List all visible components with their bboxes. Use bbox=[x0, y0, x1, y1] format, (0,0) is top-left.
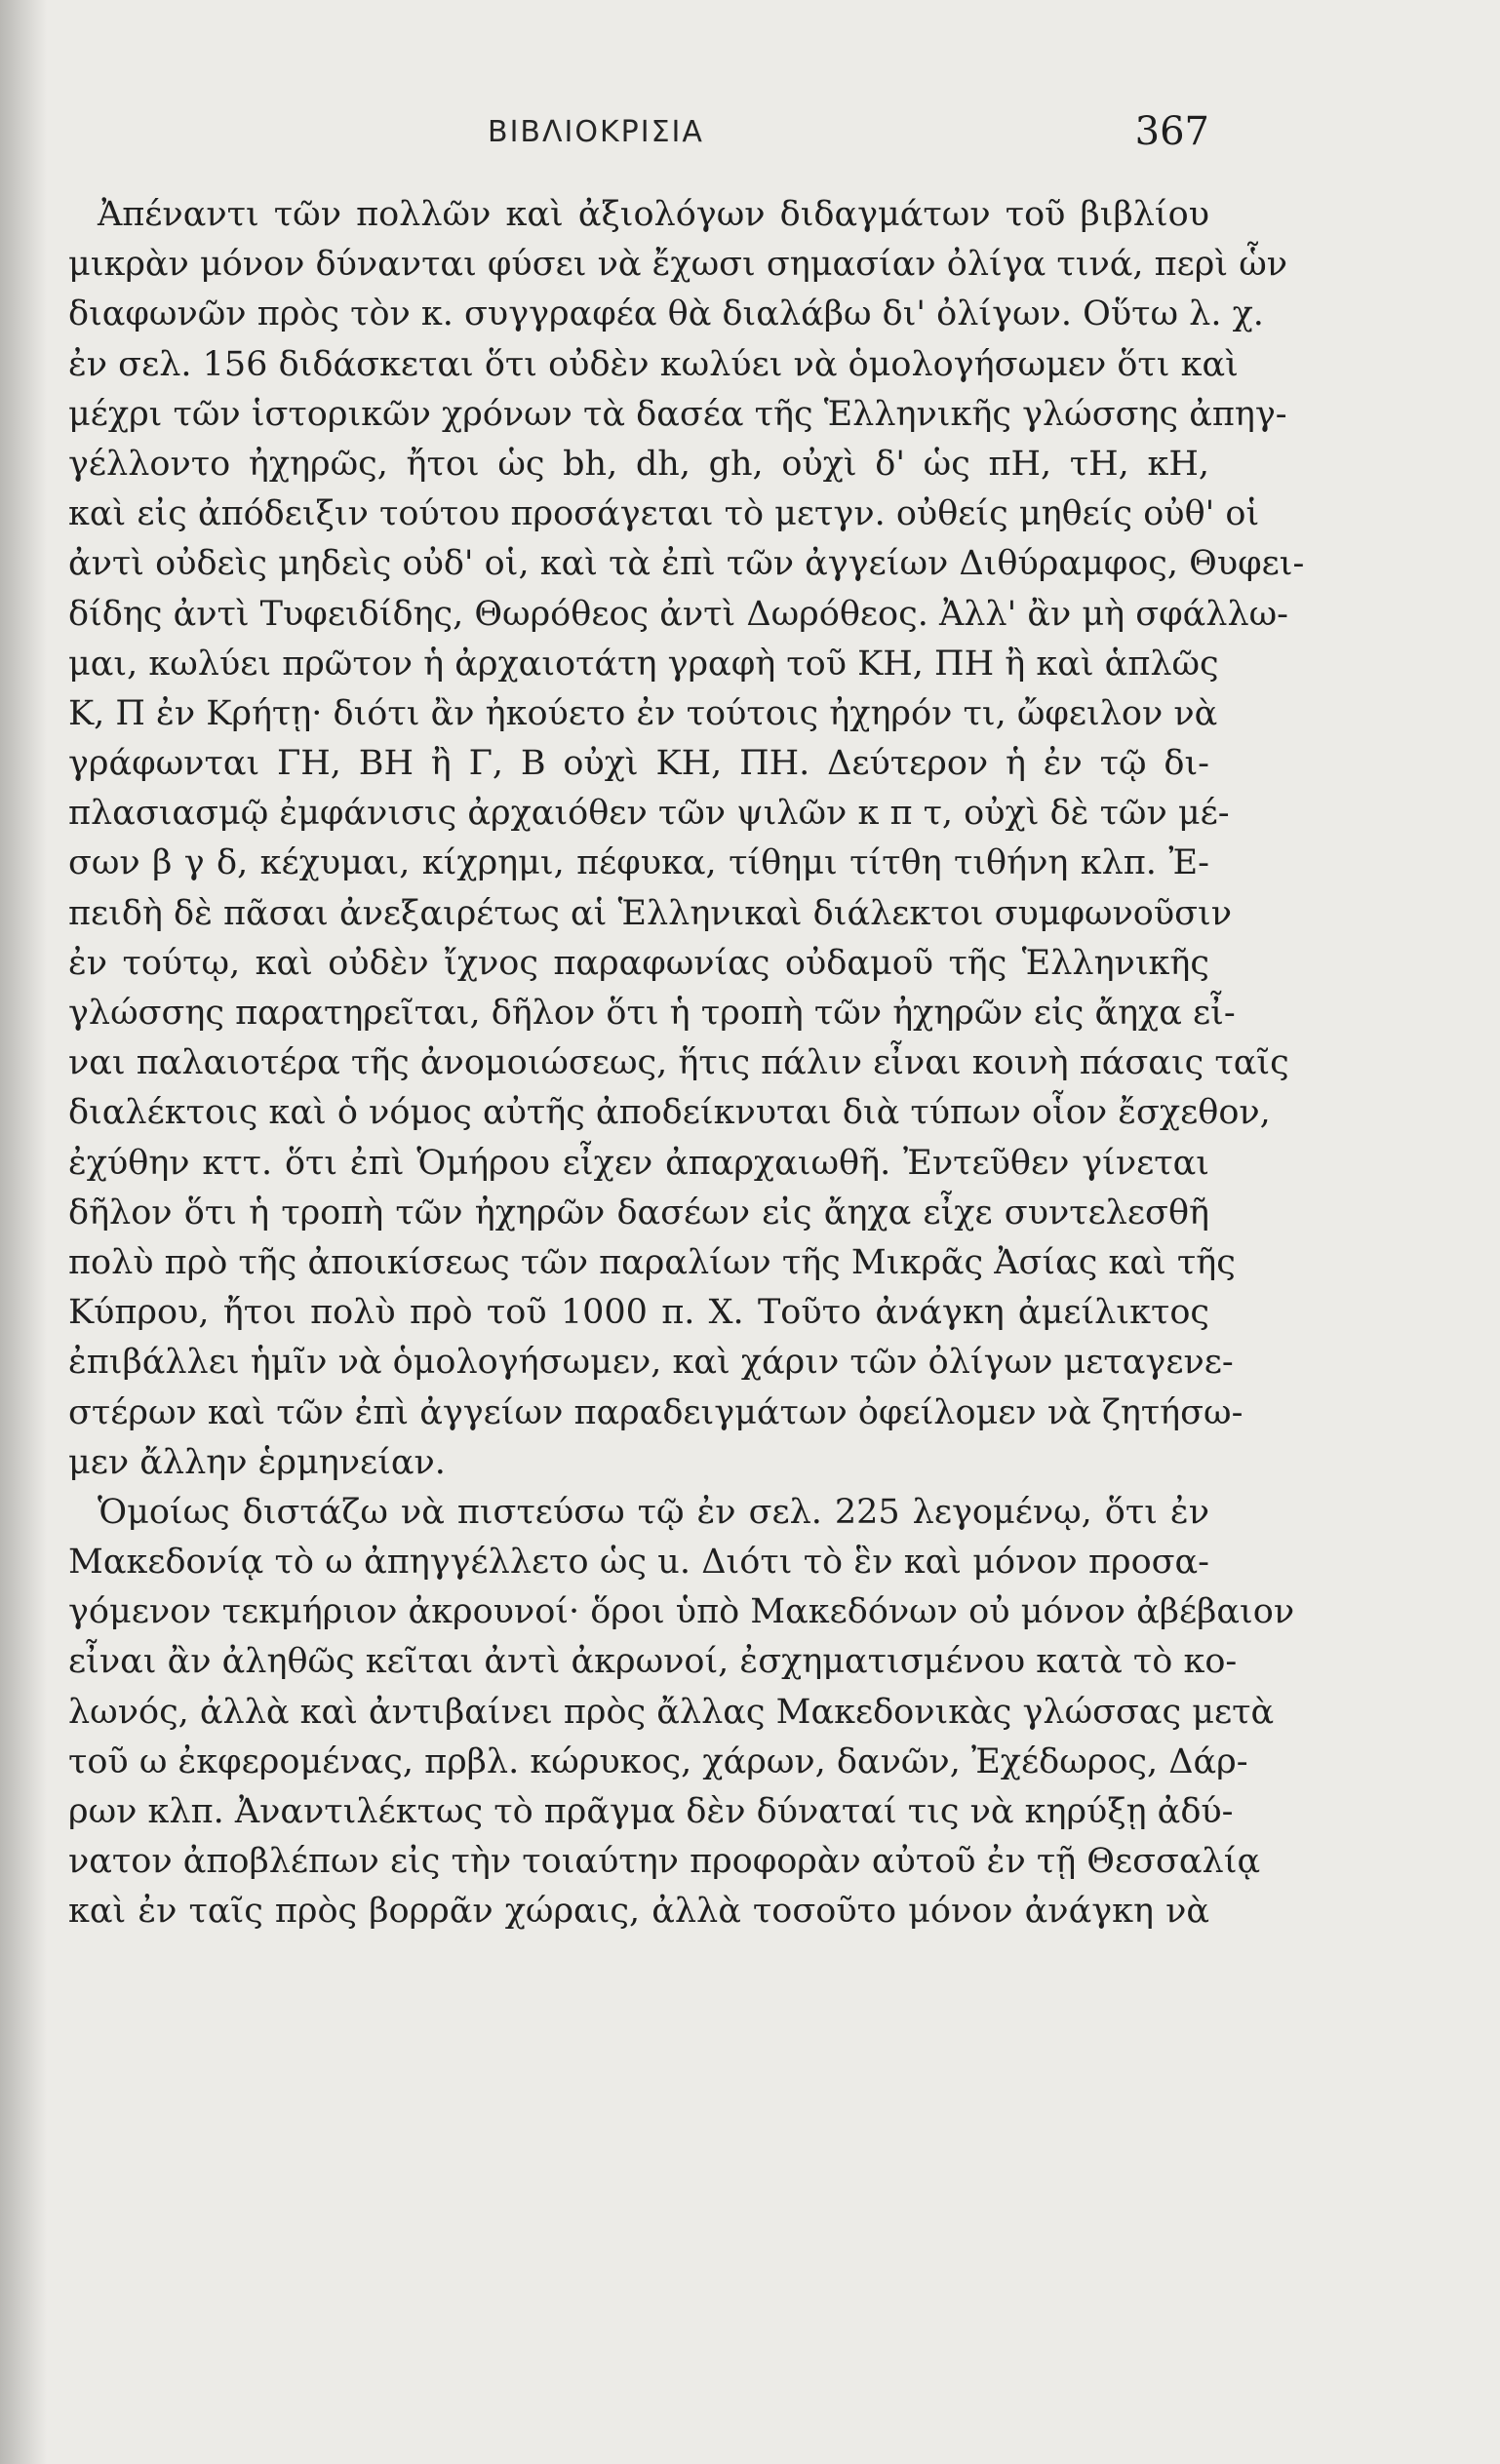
page-header bbox=[68, 109, 1209, 164]
text-line: ἐχύθην κττ. ὅτι ἐπὶ Ὁμήρου εἶχεν ἀπαρχαιωθῆ. Ἐντεῦθεν γίνεται bbox=[68, 1143, 1209, 1183]
text-line: νατον ἀποβλέπων εἰς τὴν τοιαύτην προφορὰν αὐτοῦ ἐν τῇ Θεσσαλίᾳ bbox=[68, 1842, 1261, 1882]
text-line: ἐπιβάλλει ἡμῖν νὰ ὁμολογήσωμεν, καὶ χάριν τῶν ὀλίγων μεταγενε- bbox=[68, 1343, 1234, 1383]
text-line: γέλλοντο ἠχηρῶς, ἤτοι ὡς bh, dh, gh, οὐχὶ δ' ὡς πH, τH, κH, bbox=[68, 444, 1209, 484]
text-line: Ἀπέναντι τῶν πολλῶν καὶ ἀξιολόγων διδαγμάτων τοῦ βιβλίου bbox=[98, 195, 1209, 234]
text-line: ἐν τούτῳ, καὶ οὐδὲν ἴχνος παραφωνίας οὐδαμοῦ τῆς Ἑλληνικῆς bbox=[68, 943, 1209, 983]
text-line: καὶ εἰς ἀπόδειξιν τούτου προσάγεται τὸ μετγν. οὐθείς μηθείς οὐθ' οἱ bbox=[68, 494, 1260, 534]
text-line: πολὺ πρὸ τῆς ἀποικίσεως τῶν παραλίων τῆς Μικρᾶς Ἀσίας καὶ τῆς bbox=[68, 1242, 1236, 1282]
text-line: τοῦ ω ἐκφερομένας, πρβλ. κώρυκος, χάρων, δανῶν, Ἐχέδωρος, Δάρ- bbox=[68, 1741, 1248, 1781]
text-line: γλώσσης παρατηρεῖται, δῆλον ὅτι ἡ τροπὴ τῶν ἠχηρῶν εἰς ἄηχα εἶ- bbox=[68, 994, 1236, 1033]
text-line: μαι, κωλύει πρῶτον ἡ ἀρχαιοτάτη γραφὴ τοῦ ΚΗ, ΠΗ ἢ καὶ ἁπλῶς bbox=[68, 644, 1219, 684]
text-line: διαλέκτοις καὶ ὁ νόμος αὐτῆς ἀποδείκνυται διὰ τύπων οἷον ἔσχεθον, bbox=[68, 1093, 1271, 1133]
text-line: Ὁμοίως διστάζω νὰ πιστεύσω τῷ ἐν σελ. 225 λεγομένῳ, ὅτι ἐν bbox=[98, 1492, 1209, 1532]
text-line: δῆλον ὅτι ἡ τροπὴ τῶν ἠχηρῶν δασέων εἰς ἄηχα εἶχε συντελεσθῆ bbox=[68, 1193, 1209, 1232]
page-edge-shadow bbox=[0, 0, 47, 2464]
body-text bbox=[68, 190, 1305, 1937]
text-line: λωνός, ἀλλὰ καὶ ἀντιβαίνει πρὸς ἄλλας Μακεδονικὰς γλώσσας μετὰ bbox=[68, 1692, 1275, 1732]
text-line: δίδης ἀντὶ Τυφειδίδης, Θωρόθεος ἀντὶ Δωρόθεος. Ἀλλ' ἂν μὴ σφάλλω- bbox=[68, 594, 1288, 634]
text-line: ναι παλαιοτέρα τῆς ἀνομοιώσεως, ἥτις πάλιν εἶναι κοινὴ πάσαις ταῖς bbox=[68, 1043, 1289, 1083]
text-line: Μακεδονίᾳ τὸ ω ἀπηγγέλλετο ὡς u. Διότι τὸ ἓν καὶ μόνον προσα- bbox=[68, 1543, 1209, 1583]
text-line: μέχρι τῶν ἱστορικῶν χρόνων τὰ δασέα τῆς Ἑλληνικῆς γλώσσης ἀπηγ- bbox=[68, 394, 1287, 434]
text-line: εἶναι ἂν ἀληθῶς κεῖται ἀντὶ ἀκρωνοί, ἐσχηματισμένου κατὰ τὸ κο- bbox=[68, 1642, 1238, 1682]
text-line: πλασιασμῷ ἐμφάνισις ἀρχαιόθεν τῶν ψιλῶν κ π τ, οὐχὶ δὲ τῶν μέ- bbox=[68, 794, 1230, 834]
text-line: ἀντὶ οὐδεὶς μηδεὶς οὐδ' οἱ, καὶ τὰ ἐπὶ τῶν ἀγγείων Διθύραμφος, Θυφει- bbox=[68, 544, 1305, 584]
text-line: στέρων καὶ τῶν ἐπὶ ἀγγείων παραδειγμάτων ὀφείλομεν νὰ ζητήσω- bbox=[68, 1392, 1243, 1432]
text-line: μικρὰν μόνον δύνανται φύσει νὰ ἔχωσι σημασίαν ὀλίγα τινά, περὶ ὧν bbox=[68, 245, 1288, 285]
text-line: Κ, Π ἐν Κρήτῃ· διότι ἂν ἠκούετο ἐν τούτοις ἠχηρόν τι, ὤφειλον νὰ bbox=[68, 693, 1218, 733]
text-line: διαφωνῶν πρὸς τὸν κ. συγγραφέα θὰ διαλάβω δι' ὀλίγων. Οὕτω λ. χ. bbox=[68, 294, 1264, 334]
text-line: πειδὴ δὲ πᾶσαι ἀνεξαιρέτως αἱ Ἑλληνικαὶ διάλεκτοι συμφωνοῦσιν bbox=[68, 893, 1233, 933]
running-title: ΒΙΒΛΙΟΚΡΙΣΙΑ bbox=[488, 115, 704, 149]
text-line: καὶ ἐν ταῖς πρὸς βορρᾶν χώραις, ἀλλὰ τοσοῦτο μόνον ἀνάγκη νὰ bbox=[68, 1892, 1209, 1932]
text-line: γράφωνται ΓΗ, ΒΗ ἢ Γ, Β οὐχὶ ΚΗ, ΠΗ. Δεύτερον ἡ ἐν τῷ δι- bbox=[68, 744, 1209, 784]
text-line: σων β γ δ, κέχυμαι, κίχρημι, πέφυκα, τίθημι τίτθη τιθήνη κλπ. Ἐ- bbox=[68, 843, 1209, 883]
text-line: ρων κλπ. Ἀναντιλέκτως τὸ πρᾶγμα δὲν δύναταί τις νὰ κηρύξῃ ἀδύ- bbox=[68, 1792, 1234, 1831]
text-line: ἐν σελ. 156 διδάσκεται ὅτι οὐδὲν κωλύει νὰ ὁμολογήσωμεν ὅτι καὶ bbox=[68, 344, 1239, 384]
text-line: μεν ἄλλην ἑρμηνείαν. bbox=[68, 1442, 446, 1482]
page-number: 367 bbox=[1134, 109, 1209, 154]
text-line: γόμενον τεκμήριον ἀκρουνοί· ὅροι ὑπὸ Μακεδόνων οὐ μόνον ἀβέβαιον bbox=[68, 1592, 1295, 1632]
text-line: Κύπρου, ἤτοι πολὺ πρὸ τοῦ 1000 π. Χ. Τοῦτο ἀνάγκη ἀμείλικτος bbox=[68, 1293, 1209, 1333]
